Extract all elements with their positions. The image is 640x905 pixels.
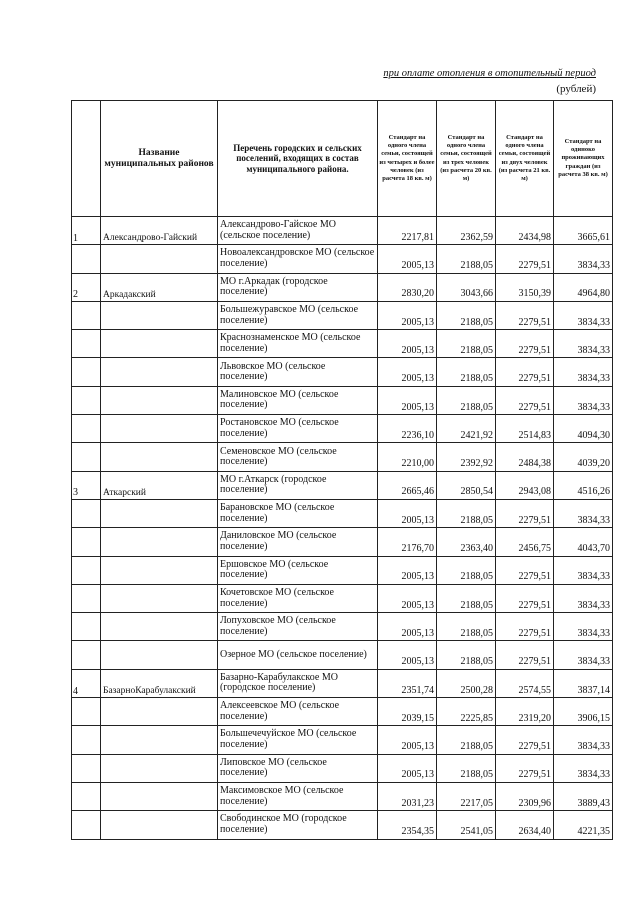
table-row	[72, 499, 613, 527]
settlement-name: Лопуховское МО (сельское поселение)	[218, 613, 378, 641]
standard-three-value: 2188,05	[437, 499, 496, 527]
header-number	[72, 101, 101, 217]
district-name	[101, 556, 218, 584]
standard-four-value: 2005,13	[378, 556, 437, 584]
standard-three-value: 2217,05	[437, 782, 496, 810]
standard-three-value: 2188,05	[437, 358, 496, 386]
standard-single-value: 3834,33	[554, 556, 613, 584]
settlement-name: Ростановское МО (сельское поселение)	[218, 415, 378, 443]
standard-two-value: 2456,75	[496, 528, 554, 556]
header-row	[72, 101, 613, 217]
row-number	[72, 556, 101, 584]
standard-single-value: 3834,33	[554, 613, 613, 641]
settlement-name: Львовское МО (сельское поселение)	[218, 358, 378, 386]
standard-two-value: 3150,39	[496, 273, 554, 301]
standard-four-value: 2031,23	[378, 782, 437, 810]
row-number	[72, 754, 101, 782]
standard-four-value: 2005,13	[378, 613, 437, 641]
table-row	[72, 471, 613, 499]
row-number: 1	[72, 217, 101, 245]
table-row	[72, 726, 613, 754]
standard-two-value: 2574,55	[496, 669, 554, 697]
settlement-name: Барановское МО (сельское поселение)	[218, 499, 378, 527]
standard-single-value: 3834,33	[554, 330, 613, 358]
settlement-name: Озерное МО (сельское поселение)	[218, 641, 378, 669]
table-row	[72, 301, 613, 329]
standard-single-value: 4043,70	[554, 528, 613, 556]
district-name: Аткарский	[101, 471, 218, 499]
row-number	[72, 386, 101, 414]
standard-four-value: 2830,20	[378, 273, 437, 301]
row-number	[72, 330, 101, 358]
standard-single-value: 3834,33	[554, 754, 613, 782]
standard-single-value: 4094,30	[554, 415, 613, 443]
standard-two-value: 2634,40	[496, 811, 554, 839]
settlement-name: Большежуравское МО (сельское поселение)	[218, 301, 378, 329]
table-row	[72, 386, 613, 414]
table-row	[72, 217, 613, 245]
settlement-name: Малиновское МО (сельское поселение)	[218, 386, 378, 414]
header-settlements: Перечень городских и сельских поселений, входящих в состав муниципального района.	[218, 101, 378, 217]
standard-single-value: 3834,33	[554, 641, 613, 669]
standard-two-value: 2309,96	[496, 782, 554, 810]
standard-two-value: 2319,20	[496, 698, 554, 726]
row-number	[72, 811, 101, 839]
standard-single-value: 4964,80	[554, 273, 613, 301]
table-row	[72, 273, 613, 301]
district-name	[101, 613, 218, 641]
table-row	[72, 245, 613, 273]
standard-single-value: 3834,33	[554, 726, 613, 754]
row-number	[72, 698, 101, 726]
row-number	[72, 528, 101, 556]
table-row	[72, 358, 613, 386]
standard-three-value: 2188,05	[437, 584, 496, 612]
settlement-name: Свободинское МО (городское поселение)	[218, 811, 378, 839]
standard-two-value: 2434,98	[496, 217, 554, 245]
district-name	[101, 811, 218, 839]
district-name: БазарноКарабулакский	[101, 669, 218, 697]
standard-four-value: 2236,10	[378, 415, 437, 443]
standard-single-value: 3906,15	[554, 698, 613, 726]
district-name	[101, 499, 218, 527]
standard-single-value: 4516,26	[554, 471, 613, 499]
settlement-name: Александрово-Гайское МО (сельское поселение)	[218, 217, 378, 245]
settlement-name: МО г.Аткарск (городское поселение)	[218, 471, 378, 499]
district-name: Александрово-Гайский	[101, 217, 218, 245]
district-name	[101, 245, 218, 273]
standard-four-value: 2039,15	[378, 698, 437, 726]
standard-single-value: 3834,33	[554, 245, 613, 273]
row-number: 4	[72, 669, 101, 697]
district-name	[101, 641, 218, 669]
standard-three-value: 2850,54	[437, 471, 496, 499]
standard-single-value: 3837,14	[554, 669, 613, 697]
standard-two-value: 2279,51	[496, 301, 554, 329]
district-name	[101, 726, 218, 754]
settlement-name: Новоалександровское МО (сельское поселение)	[218, 245, 378, 273]
standard-three-value: 2363,40	[437, 528, 496, 556]
table-row	[72, 528, 613, 556]
district-name	[101, 528, 218, 556]
settlement-name: Большечечуйское МО (сельское поселение)	[218, 726, 378, 754]
standard-two-value: 2279,51	[496, 330, 554, 358]
table-row	[72, 443, 613, 471]
standard-four-value: 2005,13	[378, 726, 437, 754]
standard-three-value: 2500,28	[437, 669, 496, 697]
standard-three-value: 2225,85	[437, 698, 496, 726]
standard-three-value: 2188,05	[437, 301, 496, 329]
standard-three-value: 2188,05	[437, 641, 496, 669]
standard-single-value: 3889,43	[554, 782, 613, 810]
district-name	[101, 358, 218, 386]
district-name	[101, 386, 218, 414]
standard-single-value: 3834,33	[554, 584, 613, 612]
standard-two-value: 2279,51	[496, 386, 554, 414]
table-row	[72, 811, 613, 839]
standard-four-value: 2176,70	[378, 528, 437, 556]
standard-four-value: 2217,81	[378, 217, 437, 245]
row-number	[72, 245, 101, 273]
standard-three-value: 2188,05	[437, 556, 496, 584]
row-number	[72, 782, 101, 810]
standard-three-value: 2188,05	[437, 386, 496, 414]
standard-four-value: 2005,13	[378, 754, 437, 782]
table-row	[72, 415, 613, 443]
standard-three-value: 2392,92	[437, 443, 496, 471]
standard-four-value: 2005,13	[378, 499, 437, 527]
heating-standards-table	[71, 100, 613, 840]
district-name	[101, 584, 218, 612]
table-row	[72, 669, 613, 697]
standard-single-value: 3834,33	[554, 301, 613, 329]
settlement-name: Ершовское МО (сельское поселение)	[218, 556, 378, 584]
table-row	[72, 641, 613, 669]
standard-two-value: 2514,83	[496, 415, 554, 443]
standard-two-value: 2484,38	[496, 443, 554, 471]
standard-three-value: 2188,05	[437, 726, 496, 754]
standard-two-value: 2279,51	[496, 641, 554, 669]
table-row	[72, 556, 613, 584]
standard-four-value: 2005,13	[378, 584, 437, 612]
standard-three-value: 2541,05	[437, 811, 496, 839]
standard-three-value: 3043,66	[437, 273, 496, 301]
header-standard-three: Стандарт на одного члена семьи, состоящей из трех человек (из расчета 20 кв. м)	[437, 101, 496, 217]
settlement-name: Даниловское МО (сельское поселение)	[218, 528, 378, 556]
district-name	[101, 443, 218, 471]
standard-four-value: 2005,13	[378, 245, 437, 273]
row-number: 2	[72, 273, 101, 301]
district-name	[101, 754, 218, 782]
standard-three-value: 2188,05	[437, 245, 496, 273]
header-district: Название муниципальных районов	[101, 101, 218, 217]
units-label: (рублей)	[556, 83, 596, 95]
district-name: Аркадакский	[101, 273, 218, 301]
standard-four-value: 2005,13	[378, 358, 437, 386]
settlement-name: Кочетовское МО (сельское поселение)	[218, 584, 378, 612]
header-standard-two: Стандарт на одного члена семьи, состоящей из двух человек (из расчета 21 кв. м)	[496, 101, 554, 217]
standard-single-value: 4039,20	[554, 443, 613, 471]
table-row	[72, 698, 613, 726]
settlement-name: Базарно-Карабулакское МО (городское поселение)	[218, 669, 378, 697]
standard-two-value: 2943,08	[496, 471, 554, 499]
row-number	[72, 584, 101, 612]
row-number	[72, 499, 101, 527]
standard-four-value: 2354,35	[378, 811, 437, 839]
standard-four-value: 2005,13	[378, 301, 437, 329]
row-number	[72, 443, 101, 471]
standard-three-value: 2362,59	[437, 217, 496, 245]
standard-single-value: 4221,35	[554, 811, 613, 839]
standard-three-value: 2188,05	[437, 613, 496, 641]
row-number: 3	[72, 471, 101, 499]
standard-two-value: 2279,51	[496, 584, 554, 612]
standard-single-value: 3665,61	[554, 217, 613, 245]
standard-four-value: 2665,46	[378, 471, 437, 499]
standard-two-value: 2279,51	[496, 245, 554, 273]
row-number	[72, 613, 101, 641]
district-name	[101, 698, 218, 726]
district-name	[101, 415, 218, 443]
settlement-name: Липовское МО (сельское поселение)	[218, 754, 378, 782]
table-row	[72, 754, 613, 782]
standard-two-value: 2279,51	[496, 613, 554, 641]
standard-four-value: 2005,13	[378, 386, 437, 414]
row-number	[72, 358, 101, 386]
standard-three-value: 2188,05	[437, 754, 496, 782]
standard-three-value: 2188,05	[437, 330, 496, 358]
district-name	[101, 330, 218, 358]
settlement-name: Краснознаменское МО (сельское поселение)	[218, 330, 378, 358]
row-number	[72, 301, 101, 329]
standard-four-value: 2351,74	[378, 669, 437, 697]
standard-two-value: 2279,51	[496, 754, 554, 782]
standard-two-value: 2279,51	[496, 726, 554, 754]
table-row	[72, 584, 613, 612]
standard-single-value: 3834,33	[554, 358, 613, 386]
row-number	[72, 415, 101, 443]
standard-single-value: 3834,33	[554, 386, 613, 414]
table-body	[72, 217, 613, 840]
header-standard-single: Стандарт на одиноко проживающих граждан (из расчета 38 кв. м)	[554, 101, 613, 217]
standard-four-value: 2210,00	[378, 443, 437, 471]
header-standard-four: Стандарт на одного члена семьи, состоящей из четырех и более человек (из расчета 18 кв. м)	[378, 101, 437, 217]
table-row	[72, 613, 613, 641]
settlement-name: Максимовское МО (сельское поселение)	[218, 782, 378, 810]
standard-two-value: 2279,51	[496, 499, 554, 527]
table-caption: при оплате отопления в отопительный период	[383, 68, 596, 79]
row-number	[72, 726, 101, 754]
district-name	[101, 301, 218, 329]
standard-three-value: 2421,92	[437, 415, 496, 443]
standard-four-value: 2005,13	[378, 641, 437, 669]
district-name	[101, 782, 218, 810]
row-number	[72, 641, 101, 669]
standard-single-value: 3834,33	[554, 499, 613, 527]
standard-four-value: 2005,13	[378, 330, 437, 358]
table-row	[72, 330, 613, 358]
settlement-name: Семеновское МО (сельское поселение)	[218, 443, 378, 471]
settlement-name: МО г.Аркадак (городское поселение)	[218, 273, 378, 301]
standard-two-value: 2279,51	[496, 358, 554, 386]
settlement-name: Алексеевское МО (сельское поселение)	[218, 698, 378, 726]
standard-two-value: 2279,51	[496, 556, 554, 584]
table-row	[72, 782, 613, 810]
